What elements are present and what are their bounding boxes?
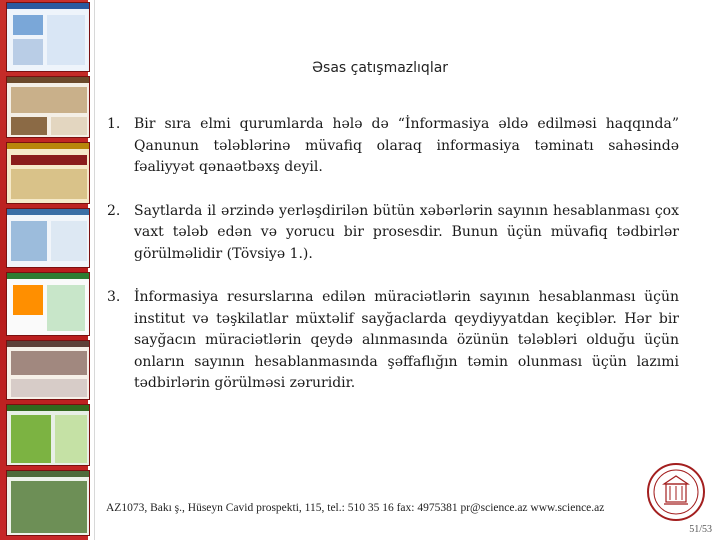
- thumbnail-block: [11, 481, 87, 533]
- list-item-number: 1.: [107, 116, 121, 132]
- thumbnail-header: [7, 273, 89, 279]
- website-thumbnail: [6, 272, 90, 336]
- thumbnail-header: [7, 405, 89, 411]
- website-thumbnails: [6, 2, 92, 538]
- thumbnail-block: [11, 415, 51, 463]
- thumbnail-block: [55, 415, 87, 463]
- thumbnail-block: [11, 379, 87, 397]
- academy-seal-icon: [646, 462, 706, 522]
- thumbnail-block: [11, 117, 47, 135]
- website-thumbnail: [6, 208, 90, 268]
- thumbnail-block: [51, 221, 87, 261]
- list-item: [107, 201, 679, 266]
- list-item-text: İnformasiya resurslarına edilən müraciətlərin sayının hesablanması üçün institut və təşkilatlar müxtəlif sayğaclarda qeydiyyatdan keçiblər. Hər bir sayğacın müraciətlərin qeydə alınmasında özünün tələbləri olduğu üçün onların sayının hesablanmasında şəffaflığın təmin olunması üçün lazımi tədbirlərin görülməsi zəruridir.: [134, 289, 679, 391]
- website-thumbnail: [6, 2, 90, 72]
- website-thumbnail: [6, 76, 90, 138]
- thumbnail-header: [7, 143, 89, 149]
- website-thumbnail: [6, 404, 90, 466]
- list-item-number: 2.: [107, 202, 121, 219]
- thumbnail-block: [11, 351, 87, 375]
- thumbnail-block: [13, 15, 43, 35]
- thumbnail-block: [13, 39, 43, 65]
- website-thumbnail: [6, 142, 90, 204]
- list-item-number: 3.: [107, 289, 121, 305]
- page-number: 51/53: [689, 524, 712, 535]
- thumbnail-header: [7, 3, 89, 9]
- shortcomings-list: [107, 114, 679, 395]
- thumbnail-header: [7, 209, 89, 215]
- list-item: [107, 287, 679, 395]
- thumbnail-block: [47, 15, 85, 65]
- website-thumbnail: [6, 340, 90, 400]
- thumbnail-block: [51, 117, 87, 135]
- list-item-text: Saytlarda il ərzində yerləşdirilən bütün xəbərlərin sayının hesablanması çox vaxt tələb edən və yorucu bir prosesdir. Bunun üçün müvafiq tədbirlər görülməlidir (Tövsiyə 1.).: [134, 202, 679, 262]
- thumbnail-block: [13, 285, 43, 315]
- divider-line: [94, 0, 95, 540]
- thumbnail-block: [11, 155, 87, 165]
- thumbnail-block: [11, 169, 87, 199]
- thumbnail-header: [7, 471, 89, 477]
- thumbnail-block: [11, 87, 87, 113]
- thumbnail-header: [7, 341, 89, 347]
- list-item: [107, 114, 679, 179]
- page-title: Əsas çatışmazlıqlar: [312, 60, 449, 76]
- thumbnail-block: [11, 221, 47, 261]
- thumbnail-block: [47, 285, 85, 331]
- footer-contact: AZ1073, Bakı ş., Hüseyn Cavid prospekti, 115, tel.: 510 35 16 fax: 4975381 pr@science.az www.science.az: [106, 502, 605, 514]
- website-thumbnail: [6, 470, 90, 536]
- thumbnail-header: [7, 77, 89, 83]
- list-item-text: Bir sıra elmi qurumlarda hələ də “İnformasiya əldə edilməsi haqqında” Qanunun tələblərinə müvafiq olaraq informasiya təminatı sahəsində fəaliyyət qənaətbəxş deyil.: [134, 116, 679, 175]
